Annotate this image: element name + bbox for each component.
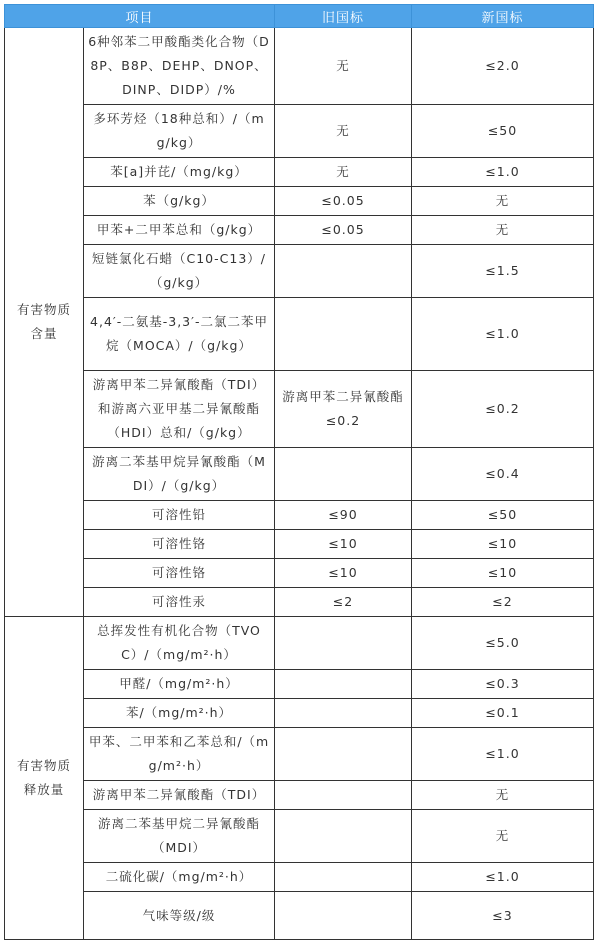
- new-standard-cell: ≤1.0: [412, 298, 594, 371]
- item-cell: 可溶性铬: [84, 530, 275, 559]
- new-standard-cell: ≤0.3: [412, 670, 594, 699]
- header-new-standard: 新国标: [412, 5, 594, 28]
- new-standard-cell: ≤50: [412, 105, 594, 158]
- old-standard-cell: [275, 810, 412, 863]
- item-cell: 多环芳烃（18种总和）/（mg/kg）: [84, 105, 275, 158]
- item-cell: 总挥发性有机化合物（TVOC）/（mg/m²·h）: [84, 617, 275, 670]
- table-row: [5, 28, 594, 105]
- new-standard-cell: ≤1.0: [412, 863, 594, 892]
- table-row: [5, 187, 594, 216]
- table-row: [5, 298, 594, 371]
- item-cell: 4,4′-二氨基-3,3′-二氯二苯甲烷（MOCA）/（g/kg）: [84, 298, 275, 371]
- old-standard-cell: 游离甲苯二异氰酸酯≤0.2: [275, 371, 412, 448]
- table-row: [5, 559, 594, 588]
- item-cell: 苯/（mg/m²·h）: [84, 699, 275, 728]
- item-cell: 二硫化碳/（mg/m²·h）: [84, 863, 275, 892]
- table-row: [5, 501, 594, 530]
- standards-comparison-table: [4, 4, 594, 940]
- item-cell: 苯[a]并芘/（mg/kg）: [84, 158, 275, 187]
- table-row: [5, 245, 594, 298]
- old-standard-cell: 无: [275, 158, 412, 187]
- table-row: [5, 530, 594, 559]
- table-row: [5, 670, 594, 699]
- item-cell: 甲苯+二甲苯总和（g/kg）: [84, 216, 275, 245]
- item-cell: 游离甲苯二异氰酸酯（TDI）: [84, 781, 275, 810]
- item-cell: 苯（g/kg）: [84, 187, 275, 216]
- new-standard-cell: ≤1.5: [412, 245, 594, 298]
- new-standard-cell: ≤50: [412, 501, 594, 530]
- category-cell: 有害物质 含量: [5, 28, 84, 617]
- old-standard-cell: [275, 298, 412, 371]
- item-cell: 游离甲苯二异氰酸酯（TDI）和游离六亚甲基二异氰酸酯（HDI）总和/（g/kg）: [84, 371, 275, 448]
- new-standard-cell: ≤5.0: [412, 617, 594, 670]
- table-row: [5, 699, 594, 728]
- old-standard-cell: [275, 699, 412, 728]
- item-cell: 甲醛/（mg/m²·h）: [84, 670, 275, 699]
- table-row: [5, 728, 594, 781]
- new-standard-cell: ≤0.4: [412, 448, 594, 501]
- old-standard-cell: [275, 617, 412, 670]
- item-cell: 可溶性汞: [84, 588, 275, 617]
- new-standard-cell: 无: [412, 810, 594, 863]
- old-standard-cell: [275, 670, 412, 699]
- table-row: [5, 863, 594, 892]
- category-cell: 有害物质 释放量: [5, 617, 84, 940]
- table-row: [5, 216, 594, 245]
- new-standard-cell: ≤1.0: [412, 728, 594, 781]
- item-cell: 气味等级/级: [84, 892, 275, 940]
- new-standard-cell: ≤2: [412, 588, 594, 617]
- new-standard-cell: ≤10: [412, 530, 594, 559]
- old-standard-cell: [275, 245, 412, 298]
- old-standard-cell: ≤90: [275, 501, 412, 530]
- old-standard-cell: [275, 781, 412, 810]
- table-row: [5, 617, 594, 670]
- table-row: [5, 781, 594, 810]
- item-cell: 游离二苯基甲烷二异氰酸酯（MDI）: [84, 810, 275, 863]
- table-row: [5, 448, 594, 501]
- old-standard-cell: 无: [275, 105, 412, 158]
- item-cell: 可溶性铅: [84, 501, 275, 530]
- table-row: [5, 810, 594, 863]
- new-standard-cell: ≤0.1: [412, 699, 594, 728]
- old-standard-cell: ≤0.05: [275, 187, 412, 216]
- header-item: 项目: [5, 5, 275, 28]
- old-standard-cell: [275, 728, 412, 781]
- old-standard-cell: [275, 863, 412, 892]
- item-cell: 甲苯、二甲苯和乙苯总和/（mg/m²·h）: [84, 728, 275, 781]
- table-header-row: [5, 5, 594, 28]
- item-cell: 游离二苯基甲烷异氰酸酯（MDI）/（g/kg）: [84, 448, 275, 501]
- table-row: [5, 892, 594, 940]
- table-row: [5, 105, 594, 158]
- new-standard-cell: 无: [412, 216, 594, 245]
- old-standard-cell: 无: [275, 28, 412, 105]
- item-cell: 可溶性铬: [84, 559, 275, 588]
- old-standard-cell: [275, 448, 412, 501]
- new-standard-cell: ≤0.2: [412, 371, 594, 448]
- table-row: [5, 371, 594, 448]
- old-standard-cell: ≤10: [275, 530, 412, 559]
- old-standard-cell: ≤2: [275, 588, 412, 617]
- new-standard-cell: 无: [412, 187, 594, 216]
- table-row: [5, 588, 594, 617]
- item-cell: 6种邻苯二甲酸酯类化合物（D8P、B8P、DEHP、DNOP、DINP、DIDP）/%: [84, 28, 275, 105]
- new-standard-cell: ≤3: [412, 892, 594, 940]
- new-standard-cell: ≤2.0: [412, 28, 594, 105]
- old-standard-cell: ≤10: [275, 559, 412, 588]
- new-standard-cell: ≤1.0: [412, 158, 594, 187]
- old-standard-cell: ≤0.05: [275, 216, 412, 245]
- new-standard-cell: ≤10: [412, 559, 594, 588]
- item-cell: 短链氯化石蜡（C10-C13）/（g/kg）: [84, 245, 275, 298]
- table-row: [5, 158, 594, 187]
- old-standard-cell: [275, 892, 412, 940]
- header-old-standard: 旧国标: [275, 5, 412, 28]
- new-standard-cell: 无: [412, 781, 594, 810]
